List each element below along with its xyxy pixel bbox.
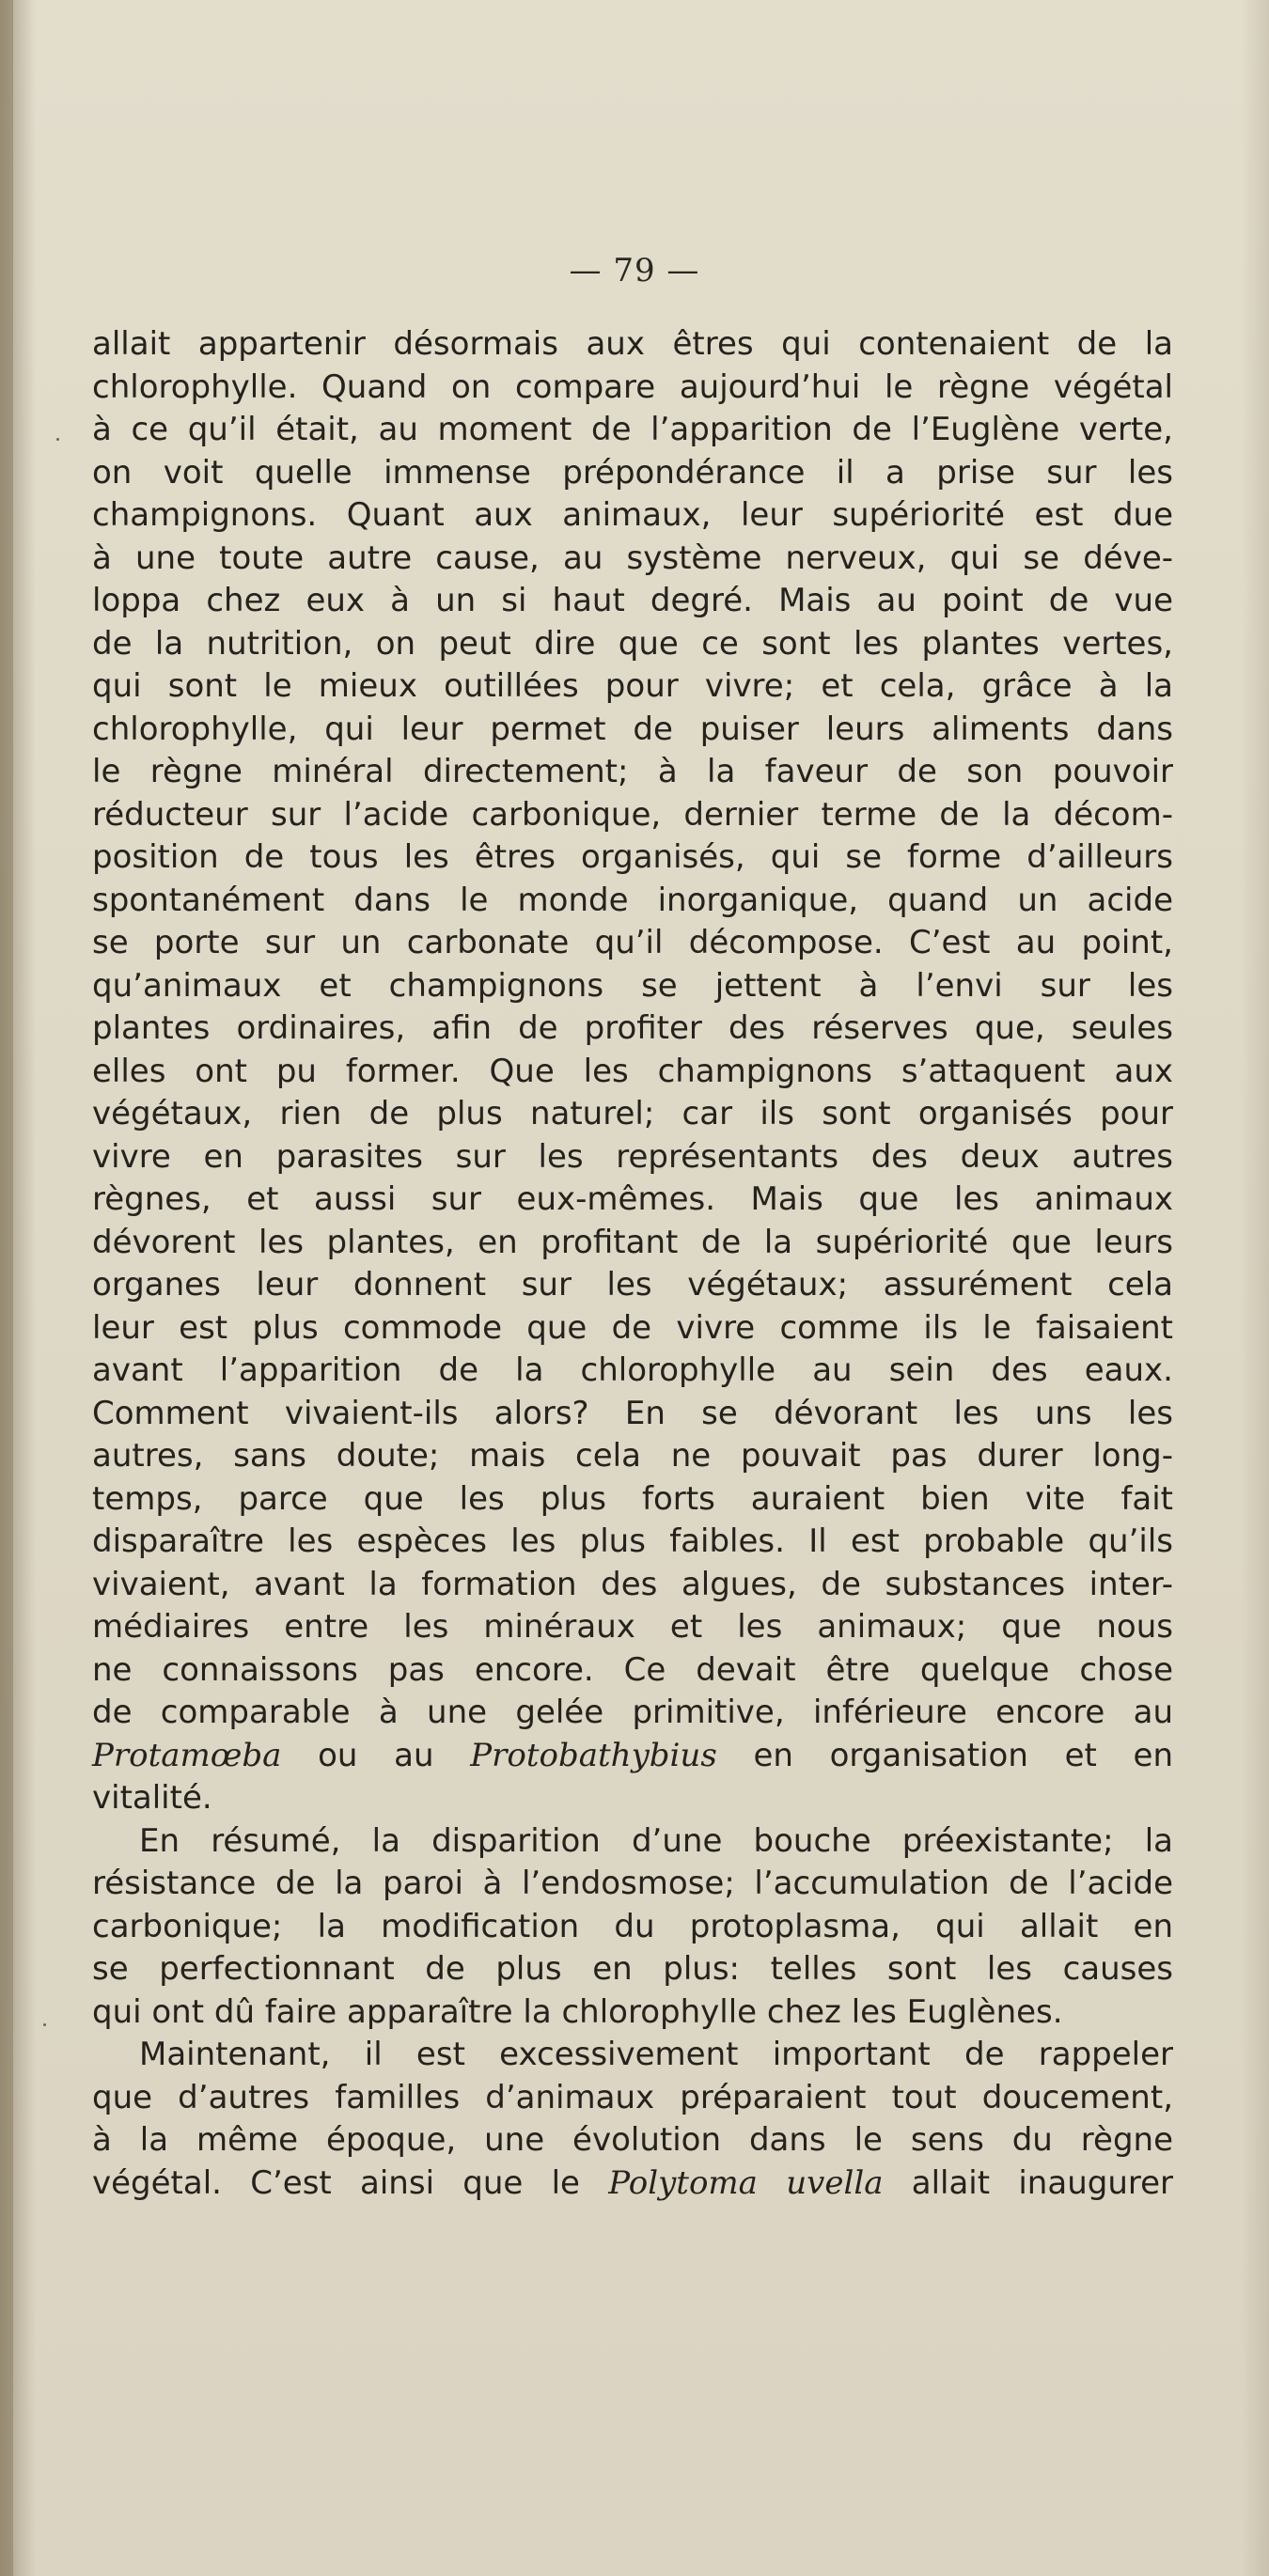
text-line	[92, 1051, 1173, 1094]
text-line	[92, 623, 1173, 666]
text-run: résistance de la paroi à l’endosmose; l’accumulation de l’acide	[92, 1865, 1173, 1902]
text-run: végétaux, rien de plus naturel; car ils sont organisés pour	[92, 1095, 1173, 1132]
text-run: organes leur donnent sur les végétaux; assurément cela	[92, 1266, 1173, 1304]
text-line	[92, 665, 1173, 709]
text-run: à ce qu’il était, au moment de l’apparition de l’Euglène verte,	[92, 411, 1173, 448]
text-line	[92, 1906, 1173, 1949]
text-line	[92, 1649, 1173, 1693]
text-run: temps, parce que les plus forts auraient bien vite fait	[92, 1479, 1173, 1518]
text-line	[92, 1564, 1173, 1607]
binding-shadow	[0, 0, 13, 2576]
text-run: végétal. C’est ainsi que le	[92, 2163, 609, 2202]
text-run: qu’animaux et champignons se jettent à l’envi sur les	[92, 966, 1173, 1005]
text-run: carbonique; la modification du protoplasma, qui allait en	[92, 1907, 1173, 1945]
text-run: disparaître les espèces les plus faibles. Il est probable qu’ils	[92, 1522, 1173, 1560]
text-run: dévorent les plantes, en profitant de la supériorité que leurs	[92, 1223, 1173, 1261]
text-run: Comment vivaient-ils alors? En se dévorant les uns les	[92, 1394, 1173, 1432]
text-line	[92, 494, 1173, 538]
body-text	[92, 323, 1173, 2205]
italic-term: Protamœba	[92, 1736, 282, 1774]
text-run: on voit quelle immense prépondérance il a prise sur les	[92, 453, 1173, 492]
text-line	[92, 751, 1173, 794]
page-number: — 79 —	[569, 252, 700, 289]
text-line	[92, 1307, 1173, 1350]
paper-speck	[43, 2023, 46, 2026]
text-line	[92, 794, 1173, 837]
text-line	[92, 1179, 1173, 1222]
text-run: chlorophylle, qui leur permet de puiser leurs aliments dans	[92, 710, 1173, 748]
text-line	[92, 2034, 1173, 2077]
text-run: leur est plus commode que de vivre comme ils le faisaient	[92, 1308, 1173, 1347]
text-line	[92, 409, 1173, 452]
text-run: de comparable à une gelée primitive, inférieure encore au	[92, 1694, 1173, 1731]
text-line	[92, 1136, 1173, 1179]
text-line	[92, 323, 1173, 367]
text-run: vivaient, avant la formation des algues, de substances inter-	[92, 1565, 1173, 1603]
text-line	[92, 1478, 1173, 1522]
text-line	[92, 1692, 1173, 1735]
text-run: spontanément dans le monde inorganique, quand un acide	[92, 881, 1173, 919]
text-line	[92, 1093, 1173, 1136]
text-run: ne connaissons pas encore. Ce devait être quelque chose	[92, 1650, 1173, 1689]
text-run: vivre en parasites sur les représentants des deux autres	[92, 1137, 1173, 1176]
text-run: autres, sans doute; mais cela ne pouvait pas durer long-	[92, 1437, 1173, 1475]
text-run: règnes, et aussi sur eux-mêmes. Mais que les animaux	[92, 1180, 1173, 1218]
text-line	[92, 1948, 1173, 1991]
text-line	[92, 538, 1173, 581]
italic-term: Polytoma uvella	[608, 2163, 884, 2202]
text-line	[92, 1735, 1173, 1778]
text-line	[92, 1863, 1173, 1906]
text-run: loppa chez eux à un si haut degré. Mais au point de vue	[92, 582, 1173, 619]
text-line	[92, 880, 1173, 923]
text-line	[92, 2119, 1173, 2162]
text-line	[92, 2077, 1173, 2120]
text-line	[92, 580, 1173, 623]
text-run: à une toute autre cause, au système nerveux, qui se déve-	[92, 539, 1173, 577]
text-run: se porte sur un carbonate qu’il décompose. C’est au point,	[92, 924, 1173, 961]
text-line	[92, 836, 1173, 880]
text-run: de la nutrition, on peut dire que ce sont les plantes vertes,	[92, 624, 1173, 663]
text-line	[92, 1777, 1173, 1820]
text-run: En résumé, la disparition d’une bouche préexistante; la	[139, 1821, 1173, 1860]
text-line	[92, 1264, 1173, 1307]
text-run: qui sont le mieux outillées pour vivre; et cela, grâce à la	[92, 667, 1173, 705]
text-line	[92, 1393, 1173, 1436]
text-run: que d’autres familles d’animaux préparaient tout doucement,	[92, 2078, 1173, 2116]
text-line	[92, 1350, 1173, 1393]
text-run: réducteur sur l’acide carbonique, dernier terme de la décom-	[92, 795, 1173, 834]
text-run: en organisation et en	[716, 1736, 1173, 1774]
text-line	[92, 1606, 1173, 1649]
text-run: avant l’apparition de la chlorophylle au sein des eaux.	[92, 1351, 1173, 1389]
text-line	[92, 709, 1173, 752]
text-line	[92, 1007, 1173, 1051]
text-run: vitalité.	[92, 1779, 212, 1817]
text-run: elles ont pu former. Que les champignons s’attaquent aux	[92, 1052, 1173, 1090]
text-run: chlorophylle. Quand on compare aujourd’hui le règne végétal	[92, 367, 1173, 406]
text-line	[92, 1435, 1173, 1478]
text-line	[92, 965, 1173, 1008]
text-run: se perfectionnant de plus en plus: telles sont les causes	[92, 1950, 1173, 1988]
text-run: allait inaugurer	[883, 2163, 1173, 2202]
text-line	[92, 1820, 1173, 1864]
text-line	[92, 1521, 1173, 1564]
text-run: position de tous les êtres organisés, qui se forme d’ailleurs	[92, 838, 1173, 876]
text-line	[92, 1991, 1173, 2035]
text-line	[92, 2162, 1173, 2206]
paper-speck	[56, 438, 59, 441]
text-run: Maintenant, il est excessivement important de rappeler	[139, 2036, 1173, 2073]
text-line	[92, 452, 1173, 495]
text-run: le règne minéral directement; à la faveur de son pouvoir	[92, 753, 1173, 790]
text-run: médiaires entre les minéraux et les animaux; que nous	[92, 1608, 1173, 1646]
text-line	[92, 367, 1173, 410]
text-run: plantes ordinaires, afin de profiter des réserves que, seules	[92, 1009, 1173, 1047]
text-run: qui ont dû faire apparaître la chlorophylle chez les Euglènes.	[92, 1992, 1063, 2031]
text-line	[92, 1222, 1173, 1265]
text-run: champignons. Quant aux animaux, leur supériorité est due	[92, 496, 1173, 534]
text-line	[92, 922, 1173, 965]
text-run: à la même époque, une évolution dans le sens du règne	[92, 2121, 1173, 2159]
text-run: allait appartenir désormais aux êtres qui contenaient de la	[92, 325, 1173, 363]
text-run: ou au	[281, 1736, 471, 1774]
italic-term: Protobathybius	[470, 1736, 717, 1774]
